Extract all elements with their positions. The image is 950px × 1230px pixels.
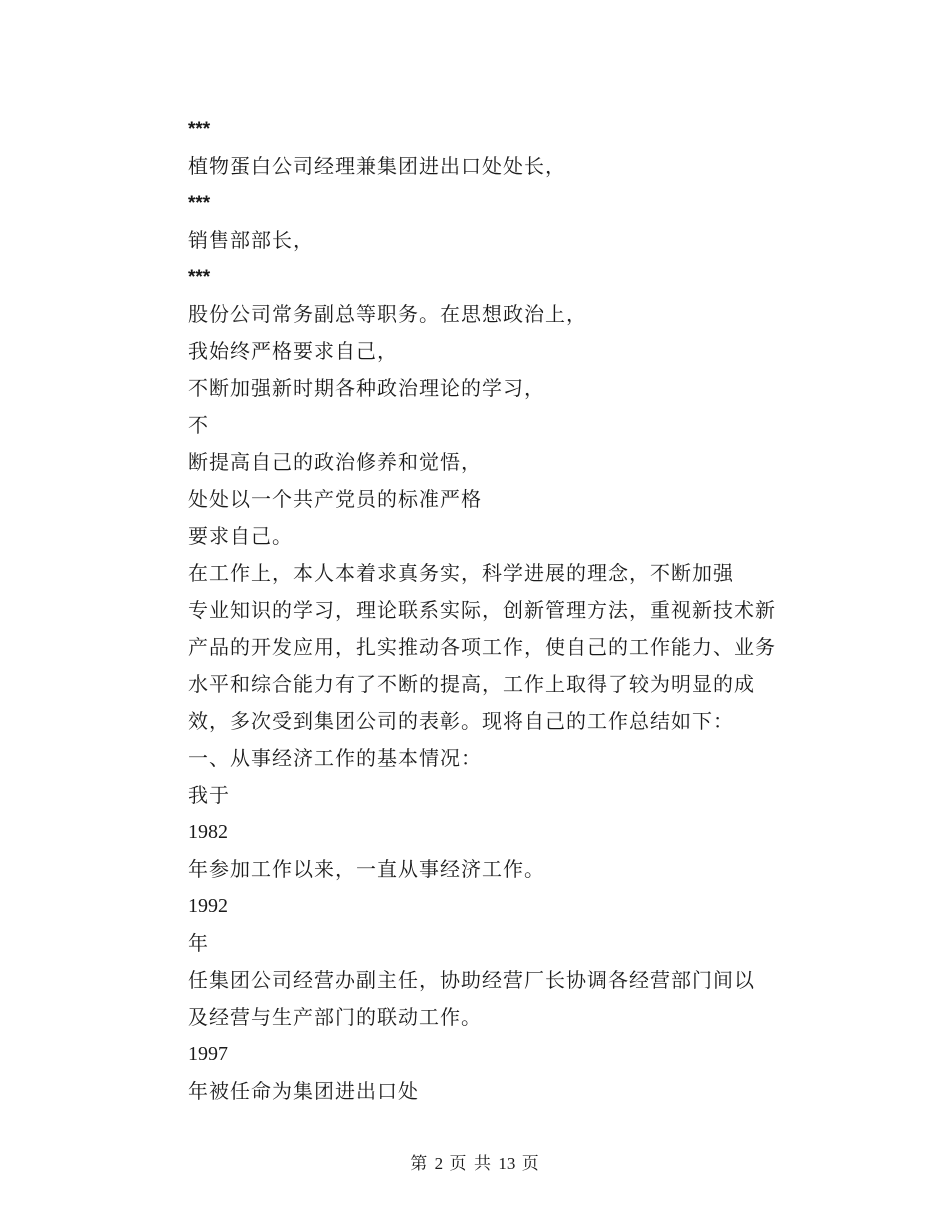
text-line: 处处以一个共产党员的标准严格	[188, 487, 482, 511]
redacted-name: ***	[188, 267, 211, 288]
text-line: 我于	[188, 783, 230, 807]
text-line: 不断加强新时期各种政治理论的学习，	[188, 376, 545, 400]
text-line: 我始终严格要求自己，	[188, 339, 398, 363]
text-line: 年	[188, 931, 209, 955]
paragraph-line: 专业知识的学习，理论联系实际，创新管理方法，重视新技术新	[188, 598, 776, 622]
footer-suffix: 页	[521, 1154, 540, 1174]
page-number: 2	[434, 1154, 444, 1173]
text-line: 要求自己。	[188, 524, 293, 548]
text-line: 年被任命为集团进出口处	[188, 1079, 419, 1103]
redacted-name: ***	[188, 119, 211, 140]
total-pages: 13	[498, 1154, 516, 1173]
year-text: 1982	[188, 821, 228, 843]
paragraph-line: 效，多次受到集团公司的表彰。现将自己的工作总结如下：	[188, 709, 734, 733]
year-text: 1997	[188, 1043, 228, 1065]
text-line: 销售部部长，	[188, 228, 314, 252]
text-line: 植物蛋白公司经理兼集团进出口处处长，	[188, 154, 566, 178]
section-heading: 一、从事经济工作的基本情况：	[188, 746, 482, 770]
footer-prefix: 第	[410, 1154, 429, 1174]
paragraph-line: 水平和综合能力有了不断的提高，工作上取得了较为明显的成	[188, 672, 755, 696]
redacted-name: ***	[188, 193, 211, 214]
document-body	[188, 111, 828, 1110]
text-line: 股份公司常务副总等职务。在思想政治上，	[188, 302, 587, 326]
paragraph-line: 在工作上，本人本着求真务实，科学进展的理念，不断加强	[188, 561, 734, 585]
text-line: 及经营与生产部门的联动工作。	[188, 1005, 482, 1029]
text-line: 任集团公司经营办副主任，协助经营厂长协调各经营部门间以	[188, 968, 755, 992]
page-footer	[0, 1152, 950, 1176]
text-line: 不	[188, 413, 209, 437]
footer-middle: 页 共	[449, 1154, 492, 1174]
text-line: 年参加工作以来，一直从事经济工作。	[188, 857, 545, 881]
year-text: 1992	[188, 895, 228, 917]
text-line: 断提高自己的政治修养和觉悟，	[188, 450, 482, 474]
paragraph-line: 产品的开发应用，扎实推动各项工作，使自己的工作能力、业务	[188, 635, 776, 659]
